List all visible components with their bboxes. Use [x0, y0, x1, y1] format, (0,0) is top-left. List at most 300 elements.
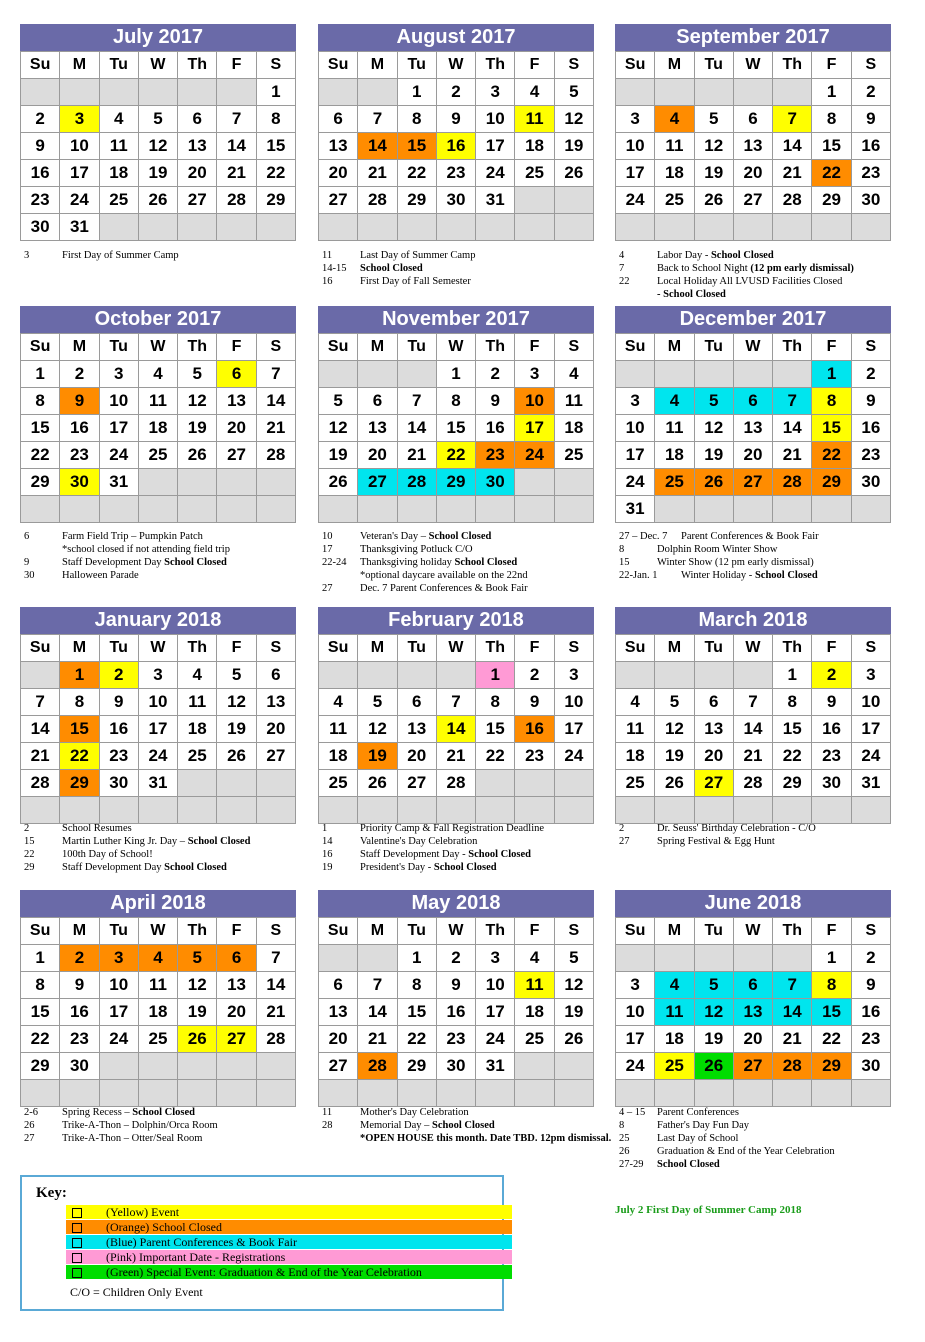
day-cell: 26 [694, 469, 733, 496]
weekday-header: W [436, 52, 475, 79]
note-text-segment: Trike-A-Thon – Dolphin/Orca Room [62, 1120, 218, 1131]
day-cell: 28 [21, 770, 60, 797]
day-cell: 11 [99, 133, 138, 160]
empty-day-cell [694, 496, 733, 523]
day-cell: 29 [812, 469, 851, 496]
day-cell: 9 [851, 388, 890, 415]
day-cell: 19 [217, 716, 256, 743]
day-cell: 23 [515, 743, 554, 770]
day-cell: 11 [138, 972, 177, 999]
day-cell: 25 [655, 469, 694, 496]
day-cell: 9 [436, 106, 475, 133]
key-item [66, 1205, 512, 1219]
day-cell: 3 [476, 79, 515, 106]
empty-day-cell [515, 1053, 554, 1080]
note-text-bold: (12 pm early dismissal) [750, 263, 854, 274]
day-cell: 3 [99, 361, 138, 388]
month-grid [318, 634, 594, 824]
day-cell: 22 [812, 1026, 851, 1053]
weekday-header: Th [476, 918, 515, 945]
day-cell: 28 [217, 187, 256, 214]
note-line [24, 530, 314, 543]
day-cell: 28 [256, 442, 295, 469]
day-cell: 17 [476, 133, 515, 160]
day-cell: 28 [358, 1053, 397, 1080]
weekday-header: Tu [397, 334, 436, 361]
day-cell: 7 [773, 388, 812, 415]
day-cell: 27 [358, 469, 397, 496]
day-cell: 5 [554, 79, 593, 106]
note-date: 8 [619, 1120, 625, 1131]
day-cell: 13 [358, 415, 397, 442]
note-text [62, 530, 314, 543]
day-cell: 22 [21, 442, 60, 469]
day-cell: 27 [319, 1053, 358, 1080]
day-cell: 29 [436, 469, 475, 496]
empty-day-cell [397, 496, 436, 523]
day-cell: 4 [515, 79, 554, 106]
note-line [24, 861, 314, 874]
note-line [322, 543, 612, 556]
note-date: 22 [619, 276, 630, 287]
note-line [619, 1132, 909, 1145]
empty-day-cell [319, 79, 358, 106]
month-notes [322, 530, 612, 595]
note-text [360, 1119, 612, 1132]
weekday-header: Tu [99, 334, 138, 361]
note-text [657, 543, 909, 556]
empty-day-cell [256, 770, 295, 797]
day-cell: 13 [319, 999, 358, 1026]
day-cell: 20 [733, 160, 772, 187]
day-cell: 6 [733, 106, 772, 133]
day-cell: 1 [256, 79, 295, 106]
day-cell: 31 [616, 496, 655, 523]
day-cell: 20 [217, 415, 256, 442]
day-cell: 9 [515, 689, 554, 716]
day-cell: 15 [397, 999, 436, 1026]
weekday-header: Th [476, 52, 515, 79]
day-cell: 7 [733, 689, 772, 716]
weekday-header: S [851, 635, 890, 662]
note-line [24, 835, 314, 848]
day-cell: 26 [358, 770, 397, 797]
note-text-segment: Farm Field Trip – Pumpkin Patch [62, 531, 203, 542]
note-line [619, 822, 909, 835]
note-text [657, 822, 909, 835]
empty-day-cell [733, 214, 772, 241]
empty-day-cell [138, 79, 177, 106]
note-date: 14-15 [322, 263, 347, 274]
note-text-segment: Back to School Night [657, 263, 751, 274]
month-grid [20, 333, 296, 523]
day-cell: 26 [319, 469, 358, 496]
day-cell: 24 [60, 187, 99, 214]
note-text-segment: Spring Recess – [62, 1107, 133, 1118]
note-text [657, 249, 909, 262]
day-cell: 24 [554, 743, 593, 770]
note-text [681, 530, 909, 543]
month-grid [615, 51, 891, 241]
day-cell: 21 [397, 442, 436, 469]
day-cell: 20 [397, 743, 436, 770]
day-cell: 26 [655, 770, 694, 797]
month-notes [322, 822, 612, 874]
day-cell: 17 [138, 716, 177, 743]
month-calendar [318, 306, 594, 523]
day-cell: 24 [99, 442, 138, 469]
month-calendar [615, 890, 891, 1107]
note-line [619, 1119, 909, 1132]
day-cell: 15 [773, 716, 812, 743]
day-cell: 10 [851, 689, 890, 716]
day-cell: 17 [99, 415, 138, 442]
empty-day-cell [515, 797, 554, 824]
empty-day-cell [655, 1080, 694, 1107]
day-cell: 18 [99, 160, 138, 187]
empty-day-cell [694, 945, 733, 972]
weekday-header: S [554, 918, 593, 945]
day-cell: 23 [436, 160, 475, 187]
day-cell: 5 [217, 662, 256, 689]
empty-day-cell [436, 797, 475, 824]
weekday-header: F [515, 52, 554, 79]
day-cell: 20 [178, 160, 217, 187]
empty-day-cell [554, 187, 593, 214]
weekday-header: Su [616, 918, 655, 945]
day-cell: 18 [319, 743, 358, 770]
day-cell: 26 [217, 743, 256, 770]
day-cell: 11 [138, 388, 177, 415]
note-date: 26 [24, 1120, 35, 1131]
day-cell: 19 [178, 999, 217, 1026]
note-text-segment: First Day of Summer Camp [62, 250, 179, 261]
day-cell: 3 [616, 106, 655, 133]
day-cell: 8 [21, 972, 60, 999]
day-cell: 26 [178, 1026, 217, 1053]
note-date: 11 [322, 1107, 333, 1118]
empty-day-cell [616, 361, 655, 388]
note-text [657, 1145, 909, 1158]
note-text [360, 861, 612, 874]
empty-day-cell [694, 79, 733, 106]
empty-day-cell [655, 797, 694, 824]
day-cell: 31 [99, 469, 138, 496]
weekday-header: F [812, 334, 851, 361]
day-cell: 25 [138, 442, 177, 469]
note-text-bold: School Closed [164, 557, 227, 568]
day-cell: 25 [655, 1053, 694, 1080]
month-notes [322, 249, 612, 288]
day-cell: 6 [694, 689, 733, 716]
day-cell: 29 [397, 1053, 436, 1080]
empty-day-cell [217, 770, 256, 797]
month-calendar [20, 607, 296, 824]
empty-day-cell [60, 496, 99, 523]
weekday-header: M [60, 635, 99, 662]
day-cell: 30 [812, 770, 851, 797]
note-line [24, 848, 314, 861]
day-cell: 25 [138, 1026, 177, 1053]
day-cell: 12 [358, 716, 397, 743]
note-text-segment: Staff Development Day - [360, 849, 469, 860]
empty-day-cell [694, 361, 733, 388]
day-cell: 12 [178, 388, 217, 415]
empty-day-cell [21, 1080, 60, 1107]
day-cell: 22 [397, 160, 436, 187]
day-cell: 24 [476, 160, 515, 187]
key-box [20, 1175, 504, 1311]
weekday-header: F [217, 52, 256, 79]
day-cell: 3 [99, 945, 138, 972]
day-cell: 11 [515, 106, 554, 133]
note-date: 2 [24, 823, 30, 834]
empty-day-cell [319, 361, 358, 388]
month-title: March 2018 [615, 607, 891, 634]
day-cell: 13 [694, 716, 733, 743]
empty-day-cell [694, 214, 733, 241]
day-cell: 11 [655, 415, 694, 442]
empty-day-cell [138, 1053, 177, 1080]
note-text-segment: Martin Luther King Jr. Day – [62, 836, 188, 847]
day-cell: 17 [616, 442, 655, 469]
note-text-segment: Winter Holiday - [681, 570, 755, 581]
day-cell: 21 [773, 1026, 812, 1053]
note-text-segment: Labor Day - [657, 250, 711, 261]
empty-day-cell [256, 214, 295, 241]
note-date: 27 [619, 836, 630, 847]
day-cell: 10 [616, 999, 655, 1026]
day-cell: 1 [812, 945, 851, 972]
note-line [619, 262, 909, 275]
day-cell: 9 [99, 689, 138, 716]
empty-day-cell [138, 496, 177, 523]
day-cell: 15 [812, 999, 851, 1026]
empty-day-cell [21, 797, 60, 824]
day-cell: 1 [397, 79, 436, 106]
day-cell: 16 [436, 133, 475, 160]
day-cell: 12 [178, 972, 217, 999]
day-cell: 17 [476, 999, 515, 1026]
day-cell: 11 [554, 388, 593, 415]
weekday-header: M [358, 918, 397, 945]
day-cell: 20 [733, 1026, 772, 1053]
empty-day-cell [554, 1053, 593, 1080]
day-cell: 22 [397, 1026, 436, 1053]
empty-day-cell [733, 79, 772, 106]
day-cell: 4 [616, 689, 655, 716]
day-cell: 15 [476, 716, 515, 743]
empty-day-cell [436, 1080, 475, 1107]
key-item [66, 1250, 512, 1264]
weekday-header: F [812, 635, 851, 662]
note-date: 15 [619, 557, 630, 568]
day-cell: 30 [476, 469, 515, 496]
note-text-bold: - School Closed [657, 289, 726, 300]
day-cell: 17 [60, 160, 99, 187]
note-text-segment: Mother's Day Celebration [360, 1107, 469, 1118]
day-cell: 9 [812, 689, 851, 716]
day-cell: 10 [476, 106, 515, 133]
day-cell: 15 [256, 133, 295, 160]
empty-day-cell [217, 1053, 256, 1080]
day-cell: 2 [436, 79, 475, 106]
day-cell: 18 [554, 415, 593, 442]
note-text [62, 569, 314, 582]
day-cell: 4 [138, 945, 177, 972]
empty-day-cell [812, 214, 851, 241]
day-cell: 14 [217, 133, 256, 160]
day-cell: 12 [694, 999, 733, 1026]
weekday-header: Tu [694, 334, 733, 361]
day-cell: 22 [812, 442, 851, 469]
note-line [619, 543, 909, 556]
day-cell: 24 [515, 442, 554, 469]
weekday-header: W [733, 918, 772, 945]
day-cell: 3 [616, 972, 655, 999]
note-line [322, 1132, 612, 1145]
weekday-header: Th [178, 635, 217, 662]
day-cell: 14 [436, 716, 475, 743]
empty-day-cell [319, 1080, 358, 1107]
day-cell: 4 [178, 662, 217, 689]
day-cell: 24 [138, 743, 177, 770]
day-cell: 15 [812, 415, 851, 442]
empty-day-cell [515, 187, 554, 214]
weekday-header: M [60, 918, 99, 945]
note-date: 16 [322, 849, 333, 860]
month-grid [20, 634, 296, 824]
day-cell: 30 [851, 469, 890, 496]
day-cell: 3 [138, 662, 177, 689]
day-cell: 7 [217, 106, 256, 133]
day-cell: 1 [773, 662, 812, 689]
empty-day-cell [178, 1053, 217, 1080]
weekday-header: Su [319, 918, 358, 945]
empty-day-cell [358, 79, 397, 106]
day-cell: 26 [554, 160, 593, 187]
day-cell: 19 [319, 442, 358, 469]
month-notes [24, 1106, 314, 1145]
note-date: 2 [619, 823, 625, 834]
empty-day-cell [773, 797, 812, 824]
day-cell: 15 [21, 415, 60, 442]
note-text-segment: Veteran's Day – [360, 531, 429, 542]
day-cell: 21 [436, 743, 475, 770]
day-cell: 23 [436, 1026, 475, 1053]
note-text [657, 288, 909, 301]
weekday-header: S [256, 334, 295, 361]
day-cell: 22 [21, 1026, 60, 1053]
day-cell: 7 [358, 972, 397, 999]
day-cell: 4 [655, 388, 694, 415]
weekday-header: W [138, 918, 177, 945]
day-cell: 7 [21, 689, 60, 716]
empty-day-cell [655, 214, 694, 241]
note-text-bold: School Closed [468, 849, 531, 860]
note-line [322, 822, 612, 835]
note-date: 19 [322, 862, 333, 873]
day-cell: 16 [99, 716, 138, 743]
key-item [66, 1220, 512, 1234]
note-text [657, 556, 909, 569]
weekday-header: M [655, 52, 694, 79]
day-cell: 8 [436, 388, 475, 415]
day-cell: 27 [397, 770, 436, 797]
note-line [619, 275, 909, 288]
day-cell: 9 [436, 972, 475, 999]
day-cell: 4 [99, 106, 138, 133]
weekday-header: M [358, 334, 397, 361]
weekday-header: W [436, 334, 475, 361]
empty-day-cell [358, 662, 397, 689]
weekday-header: W [138, 52, 177, 79]
note-text [62, 543, 314, 556]
note-text-segment: Last Day of School [657, 1133, 739, 1144]
note-text [360, 835, 612, 848]
weekday-header: S [256, 52, 295, 79]
empty-day-cell [138, 797, 177, 824]
weekday-header: S [851, 52, 890, 79]
weekday-header: M [655, 635, 694, 662]
empty-day-cell [655, 79, 694, 106]
empty-day-cell [319, 662, 358, 689]
note-text [62, 835, 314, 848]
day-cell: 12 [554, 106, 593, 133]
day-cell: 9 [476, 388, 515, 415]
note-text [360, 569, 612, 582]
empty-day-cell [694, 1080, 733, 1107]
day-cell: 19 [694, 160, 733, 187]
note-text-segment: Parent Conferences [657, 1107, 739, 1118]
note-line [322, 1106, 612, 1119]
day-cell: 13 [733, 133, 772, 160]
day-cell: 4 [319, 689, 358, 716]
note-date: 11 [322, 250, 333, 261]
weekday-header: M [358, 635, 397, 662]
day-cell: 21 [21, 743, 60, 770]
day-cell: 10 [138, 689, 177, 716]
day-cell: 18 [138, 415, 177, 442]
day-cell: 20 [256, 716, 295, 743]
empty-day-cell [99, 797, 138, 824]
note-text-segment: Trike-A-Thon – Otter/Seal Room [62, 1133, 203, 1144]
month-calendar [318, 607, 594, 824]
month-notes [619, 530, 909, 582]
note-line [619, 249, 909, 262]
note-text-bold: School Closed [164, 862, 227, 873]
day-cell: 23 [21, 187, 60, 214]
empty-day-cell [256, 496, 295, 523]
children-only-note: C/O = Children Only Event [70, 1285, 203, 1299]
note-text [62, 1106, 314, 1119]
empty-day-cell [733, 662, 772, 689]
day-cell: 23 [99, 743, 138, 770]
day-cell: 7 [358, 106, 397, 133]
day-cell: 17 [554, 716, 593, 743]
empty-day-cell [99, 1080, 138, 1107]
note-line [322, 556, 612, 569]
day-cell: 14 [773, 999, 812, 1026]
empty-day-cell [851, 214, 890, 241]
note-date: 27 – Dec. 7 [619, 531, 668, 542]
note-line [24, 249, 314, 262]
day-cell: 13 [319, 133, 358, 160]
note-text [360, 543, 612, 556]
day-cell: 8 [812, 388, 851, 415]
weekday-header: Su [21, 52, 60, 79]
day-cell: 16 [21, 160, 60, 187]
